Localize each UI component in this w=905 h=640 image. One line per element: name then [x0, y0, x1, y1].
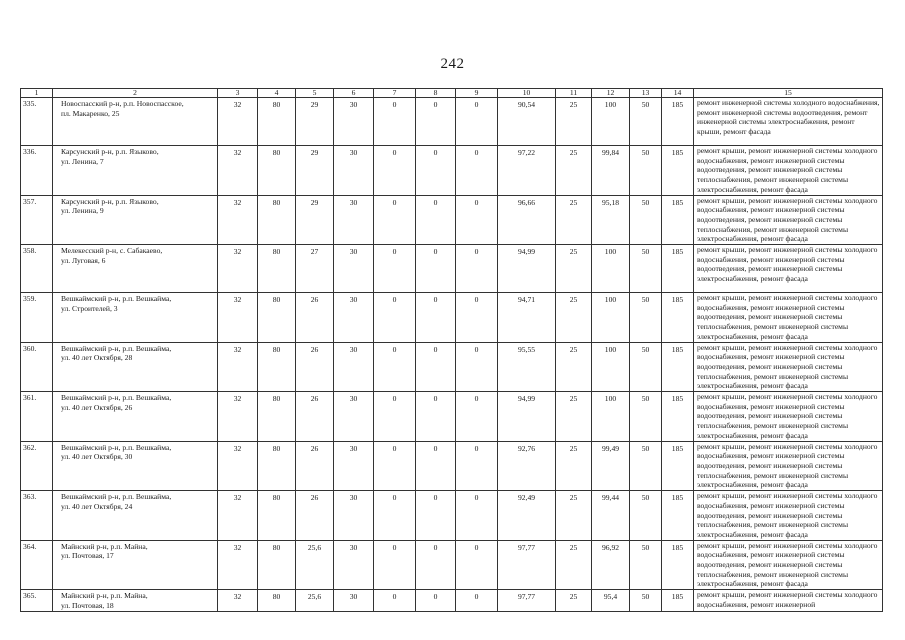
value-cell-c7: 0 — [374, 146, 416, 196]
value-cell-c9: 0 — [456, 195, 498, 245]
value-cell-c5: 29 — [296, 146, 334, 196]
value-cell-c10: 97,77 — [498, 590, 556, 612]
address-line: ул. 40 лет Октября, 24 — [61, 501, 133, 511]
table-row — [21, 342, 883, 392]
table-row — [21, 540, 883, 590]
value-cell-c7: 0 — [374, 342, 416, 392]
value-cell-c6: 30 — [334, 590, 374, 612]
value-cell-c3: 32 — [218, 195, 258, 245]
col-header: 10 — [498, 89, 556, 98]
value-cell-c6: 30 — [334, 392, 374, 442]
value-cell-c3: 32 — [218, 491, 258, 541]
value-cell-c4: 80 — [258, 491, 296, 541]
value-cell-c7: 0 — [374, 98, 416, 146]
address-line: ул. Ленина, 7 — [61, 156, 104, 166]
table-header-row — [21, 89, 883, 98]
value-cell-c7: 0 — [374, 392, 416, 442]
value-cell-c12: 100 — [592, 342, 630, 392]
address-cell — [53, 293, 218, 343]
address-line: ул. Почтовая, 18 — [61, 600, 114, 610]
works-table-wrapper — [20, 88, 882, 612]
value-cell-c13: 50 — [630, 342, 662, 392]
value-cell-c9: 0 — [456, 146, 498, 196]
value-cell-c9: 0 — [456, 441, 498, 491]
value-cell-c6: 30 — [334, 293, 374, 343]
row-number: 365. — [21, 590, 53, 612]
value-cell-c3: 32 — [218, 293, 258, 343]
value-cell-c8: 0 — [416, 491, 456, 541]
works-table — [20, 88, 883, 612]
value-cell-c5: 26 — [296, 392, 334, 442]
row-number: 336. — [21, 146, 53, 196]
col-header: 13 — [630, 89, 662, 98]
row-number: 364. — [21, 540, 53, 590]
value-cell-c5: 27 — [296, 245, 334, 293]
address-line: ул. Луговая, 6 — [61, 255, 106, 265]
value-cell-c7: 0 — [374, 441, 416, 491]
value-cell-c9: 0 — [456, 491, 498, 541]
value-cell-c8: 0 — [416, 146, 456, 196]
value-cell-c9: 0 — [456, 98, 498, 146]
value-cell-c8: 0 — [416, 245, 456, 293]
works-description: ремонт крыши, ремонт инженерной системы холодного водоснабжения, ремонт инженерной системы водоотведения, ремонт инженерной системы электроснабжения, ремонт фасада — [694, 245, 883, 293]
row-number: 359. — [21, 293, 53, 343]
page-number: 242 — [440, 56, 465, 72]
value-cell-c11: 25 — [556, 146, 592, 196]
col-header: 9 — [456, 89, 498, 98]
value-cell-c13: 50 — [630, 590, 662, 612]
value-cell-c5: 29 — [296, 98, 334, 146]
value-cell-c13: 50 — [630, 195, 662, 245]
value-cell-c12: 99,44 — [592, 491, 630, 541]
value-cell-c14: 185 — [662, 195, 694, 245]
col-header: 7 — [374, 89, 416, 98]
value-cell-c4: 80 — [258, 146, 296, 196]
address-cell — [53, 195, 218, 245]
value-cell-c11: 25 — [556, 245, 592, 293]
table-row — [21, 392, 883, 442]
value-cell-c10: 96,66 — [498, 195, 556, 245]
value-cell-c4: 80 — [258, 293, 296, 343]
row-number: 358. — [21, 245, 53, 293]
value-cell-c5: 26 — [296, 491, 334, 541]
value-cell-c7: 0 — [374, 293, 416, 343]
address-line: ул. Почтовая, 17 — [61, 551, 114, 561]
address-line: Вешкаймский р-н, р.п. Вешкайма, — [61, 393, 172, 403]
address-line: Новоспасский р-н, р.п. Новоспасское, — [61, 99, 184, 108]
address-line: Карсунский р-н, р.п. Языково, — [61, 196, 159, 206]
col-header: 4 — [258, 89, 296, 98]
table-row — [21, 590, 883, 612]
value-cell-c12: 100 — [592, 98, 630, 146]
works-description: ремонт крыши, ремонт инженерной системы холодного водоснабжения, ремонт инженерной системы водоотведения, ремонт инженерной системы теплоснабжения, ремонт инженерной системы электроснабжения, ремонт фасада — [694, 392, 883, 442]
value-cell-c10: 97,22 — [498, 146, 556, 196]
value-cell-c12: 100 — [592, 293, 630, 343]
value-cell-c14: 185 — [662, 392, 694, 442]
value-cell-c3: 32 — [218, 146, 258, 196]
value-cell-c13: 50 — [630, 392, 662, 442]
works-description: ремонт крыши, ремонт инженерной системы холодного водоснабжения, ремонт инженерной системы водоотведения, ремонт инженерной системы теплоснабжения, ремонт инженерной системы электроснабжения, ремонт фасада — [694, 195, 883, 245]
address-line: Майнский р-н, р.п. Майна, — [61, 591, 148, 601]
row-number: 360. — [21, 342, 53, 392]
value-cell-c7: 0 — [374, 540, 416, 590]
works-description: ремонт крыши, ремонт инженерной системы холодного водоснабжения, ремонт инженерной системы водоотведения, ремонт инженерной системы теплоснабжения, ремонт инженерной системы электроснабжения, ремонт фасада — [694, 342, 883, 392]
value-cell-c8: 0 — [416, 590, 456, 612]
value-cell-c11: 25 — [556, 491, 592, 541]
value-cell-c5: 29 — [296, 195, 334, 245]
table-row — [21, 98, 883, 146]
value-cell-c9: 0 — [456, 245, 498, 293]
table-body — [21, 98, 883, 612]
value-cell-c9: 0 — [456, 342, 498, 392]
value-cell-c13: 50 — [630, 540, 662, 590]
value-cell-c3: 32 — [218, 540, 258, 590]
value-cell-c10: 94,99 — [498, 245, 556, 293]
value-cell-c8: 0 — [416, 98, 456, 146]
value-cell-c10: 95,55 — [498, 342, 556, 392]
value-cell-c11: 25 — [556, 392, 592, 442]
value-cell-c10: 97,77 — [498, 540, 556, 590]
col-header: 15 — [694, 89, 883, 98]
value-cell-c6: 30 — [334, 342, 374, 392]
value-cell-c8: 0 — [416, 293, 456, 343]
value-cell-c11: 25 — [556, 441, 592, 491]
value-cell-c7: 0 — [374, 590, 416, 612]
row-number: 361. — [21, 392, 53, 442]
value-cell-c13: 50 — [630, 441, 662, 491]
value-cell-c11: 25 — [556, 195, 592, 245]
value-cell-c6: 30 — [334, 245, 374, 293]
value-cell-c11: 25 — [556, 590, 592, 612]
value-cell-c14: 185 — [662, 293, 694, 343]
value-cell-c12: 99,49 — [592, 441, 630, 491]
value-cell-c13: 50 — [630, 491, 662, 541]
row-number: 363. — [21, 491, 53, 541]
address-line: Майнский р-н, р.п. Майна, — [61, 541, 148, 551]
value-cell-c6: 30 — [334, 540, 374, 590]
value-cell-c9: 0 — [456, 540, 498, 590]
address-line: ул. 40 лет Октября, 26 — [61, 402, 133, 412]
value-cell-c4: 80 — [258, 342, 296, 392]
value-cell-c4: 80 — [258, 540, 296, 590]
value-cell-c5: 25,6 — [296, 590, 334, 612]
value-cell-c4: 80 — [258, 392, 296, 442]
value-cell-c14: 185 — [662, 491, 694, 541]
address-cell — [53, 392, 218, 442]
value-cell-c3: 32 — [218, 342, 258, 392]
col-header: 12 — [592, 89, 630, 98]
table-row — [21, 146, 883, 196]
value-cell-c14: 185 — [662, 342, 694, 392]
value-cell-c10: 92,49 — [498, 491, 556, 541]
value-cell-c14: 185 — [662, 146, 694, 196]
row-number: 335. — [21, 98, 53, 146]
value-cell-c5: 26 — [296, 293, 334, 343]
value-cell-c14: 185 — [662, 590, 694, 612]
col-header: 1 — [21, 89, 53, 98]
value-cell-c7: 0 — [374, 195, 416, 245]
value-cell-c13: 50 — [630, 98, 662, 146]
address-cell — [53, 590, 218, 612]
value-cell-c14: 185 — [662, 98, 694, 146]
address-cell — [53, 540, 218, 590]
works-description: ремонт крыши, ремонт инженерной системы холодного водоснабжения, ремонт инженерной системы водоотведения, ремонт инженерной системы теплоснабжения, ремонт инженерной системы электроснабжения, ремонт фасада — [694, 491, 883, 541]
value-cell-c11: 25 — [556, 540, 592, 590]
value-cell-c12: 95,18 — [592, 195, 630, 245]
table-row — [21, 293, 883, 343]
col-header: 3 — [218, 89, 258, 98]
value-cell-c9: 0 — [456, 590, 498, 612]
value-cell-c10: 94,99 — [498, 392, 556, 442]
col-header: 6 — [334, 89, 374, 98]
col-header: 2 — [53, 89, 218, 98]
value-cell-c7: 0 — [374, 491, 416, 541]
address-line: Вешкаймский р-н, р.п. Вешкайма, — [61, 442, 172, 452]
value-cell-c14: 185 — [662, 245, 694, 293]
value-cell-c4: 80 — [258, 590, 296, 612]
value-cell-c13: 50 — [630, 245, 662, 293]
address-line: Вешкаймский р-н, р.п. Вешкайма, — [61, 492, 172, 502]
address-line: ул. 40 лет Октября, 30 — [61, 452, 133, 462]
works-description: ремонт крыши, ремонт инженерной системы холодного водоснабжения, ремонт инженерной системы водоотведения, ремонт инженерной системы теплоснабжения, ремонт инженерной системы электроснабжения, ремонт фасада — [694, 441, 883, 491]
value-cell-c4: 80 — [258, 245, 296, 293]
address-cell — [53, 342, 218, 392]
address-line: Вешкаймский р-н, р.п. Вешкайма, — [61, 294, 172, 304]
value-cell-c8: 0 — [416, 540, 456, 590]
col-header: 11 — [556, 89, 592, 98]
value-cell-c6: 30 — [334, 195, 374, 245]
address-line: ул. Строителей, 3 — [61, 303, 118, 313]
value-cell-c4: 80 — [258, 195, 296, 245]
works-description: ремонт крыши, ремонт инженерной системы холодного водоснабжения, ремонт инженерной системы водоотведения, ремонт инженерной системы теплоснабжения, ремонт инженерной системы электроснабжения, ремонт фасада — [694, 293, 883, 343]
value-cell-c7: 0 — [374, 245, 416, 293]
value-cell-c6: 30 — [334, 441, 374, 491]
value-cell-c6: 30 — [334, 491, 374, 541]
value-cell-c3: 32 — [218, 245, 258, 293]
value-cell-c5: 25,6 — [296, 540, 334, 590]
works-description: ремонт инженерной системы холодного водоснабжения, ремонт инженерной системы водоотведения, ремонт инженерной системы электроснабжения, ремонт крыши, ремонт фасада — [694, 98, 883, 146]
address-cell — [53, 491, 218, 541]
address-line: пл. Макаренко, 25 — [61, 108, 120, 118]
value-cell-c10: 94,71 — [498, 293, 556, 343]
works-description: ремонт крыши, ремонт инженерной системы холодного водоснабжения, ремонт инженерной системы водоотведения, ремонт инженерной системы теплоснабжения, ремонт инженерной системы электроснабжения, ремонт фасада — [694, 540, 883, 590]
value-cell-c6: 30 — [334, 146, 374, 196]
value-cell-c13: 50 — [630, 146, 662, 196]
address-cell — [53, 441, 218, 491]
value-cell-c11: 25 — [556, 293, 592, 343]
address-line: Вешкаймский р-н, р.п. Вешкайма, — [61, 343, 172, 353]
table-row — [21, 245, 883, 293]
table-row — [21, 441, 883, 491]
value-cell-c11: 25 — [556, 98, 592, 146]
value-cell-c12: 100 — [592, 392, 630, 442]
col-header: 5 — [296, 89, 334, 98]
value-cell-c10: 92,76 — [498, 441, 556, 491]
value-cell-c10: 90,54 — [498, 98, 556, 146]
value-cell-c8: 0 — [416, 195, 456, 245]
value-cell-c3: 32 — [218, 392, 258, 442]
value-cell-c4: 80 — [258, 441, 296, 491]
row-number: 362. — [21, 441, 53, 491]
address-line: ул. Ленина, 9 — [61, 206, 104, 216]
works-description: ремонт крыши, ремонт инженерной системы холодного водоснабжения, ремонт инженерной системы водоотведения, ремонт инженерной системы теплоснабжения, ремонт инженерной системы электроснабжения, ремонт фасада — [694, 146, 883, 196]
value-cell-c13: 50 — [630, 293, 662, 343]
row-number: 357. — [21, 195, 53, 245]
value-cell-c3: 32 — [218, 98, 258, 146]
value-cell-c8: 0 — [416, 441, 456, 491]
value-cell-c12: 96,92 — [592, 540, 630, 590]
value-cell-c4: 80 — [258, 98, 296, 146]
address-line: Мелекесский р-н, с. Сабакаево, — [61, 246, 163, 256]
table-row — [21, 491, 883, 541]
address-line: ул. 40 лет Октября, 28 — [61, 353, 133, 363]
value-cell-c6: 30 — [334, 98, 374, 146]
address-line: Карсунский р-н, р.п. Языково, — [61, 147, 159, 156]
value-cell-c12: 95,4 — [592, 590, 630, 612]
address-cell — [53, 98, 218, 146]
value-cell-c8: 0 — [416, 392, 456, 442]
value-cell-c14: 185 — [662, 441, 694, 491]
value-cell-c11: 25 — [556, 342, 592, 392]
address-cell — [53, 146, 218, 196]
value-cell-c12: 99,84 — [592, 146, 630, 196]
value-cell-c14: 185 — [662, 540, 694, 590]
address-cell — [53, 245, 218, 293]
table-row — [21, 195, 883, 245]
value-cell-c12: 100 — [592, 245, 630, 293]
value-cell-c5: 26 — [296, 441, 334, 491]
value-cell-c5: 26 — [296, 342, 334, 392]
col-header: 8 — [416, 89, 456, 98]
value-cell-c9: 0 — [456, 392, 498, 442]
value-cell-c9: 0 — [456, 293, 498, 343]
value-cell-c3: 32 — [218, 441, 258, 491]
value-cell-c3: 32 — [218, 590, 258, 612]
works-description: ремонт крыши, ремонт инженерной системы холодного водоснабжения, ремонт инженерной — [694, 590, 883, 612]
col-header: 14 — [662, 89, 694, 98]
value-cell-c8: 0 — [416, 342, 456, 392]
